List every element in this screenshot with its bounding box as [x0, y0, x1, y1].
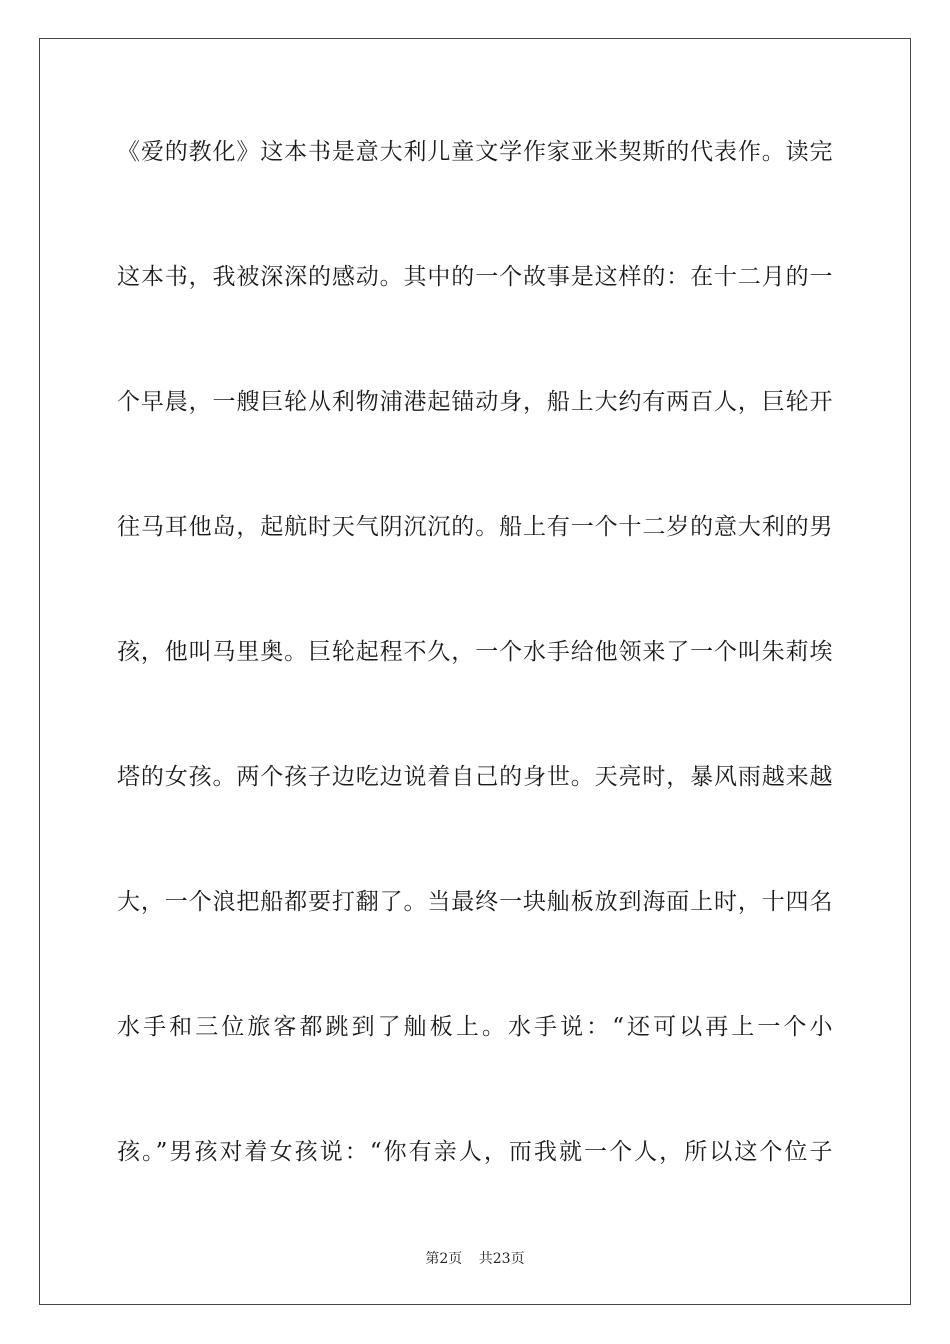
- text-line: 往马耳他岛，起航时天气阴沉沉的。船上有一个十二岁的意大利的男: [117, 514, 833, 540]
- page-number: 第2页: [425, 1251, 463, 1267]
- text-line: 这本书，我被深深的感动。其中的一个故事是这样的：在十二月的一: [117, 264, 833, 290]
- page-total: 共23页: [478, 1251, 525, 1267]
- text-line: 孩。”男孩对着女孩说：“你有亲人，而我就一个人，所以这个位子: [117, 1139, 833, 1165]
- text-line: 个早晨，一艘巨轮从利物浦港起锚动身，船上大约有两百人，巨轮开: [117, 389, 833, 415]
- text-line: 水手和三位旅客都跳到了舢板上。水手说：“还可以再上一个小: [117, 1014, 833, 1040]
- text-line: 《爱的教化》这本书是意大利儿童文学作家亚米契斯的代表作。读完: [117, 139, 833, 165]
- text-line: 孩，他叫马里奥。巨轮起程不久，一个水手给他领来了一个叫朱莉埃: [117, 639, 833, 665]
- text-line: 塔的女孩。两个孩子边吃边说着自己的身世。天亮时，暴风雨越来越: [117, 764, 833, 790]
- page-border: [39, 38, 911, 1305]
- text-line: 大，一个浪把船都要打翻了。当最终一块舢板放到海面上时，十四名: [117, 889, 833, 915]
- page-footer: [0, 1248, 950, 1268]
